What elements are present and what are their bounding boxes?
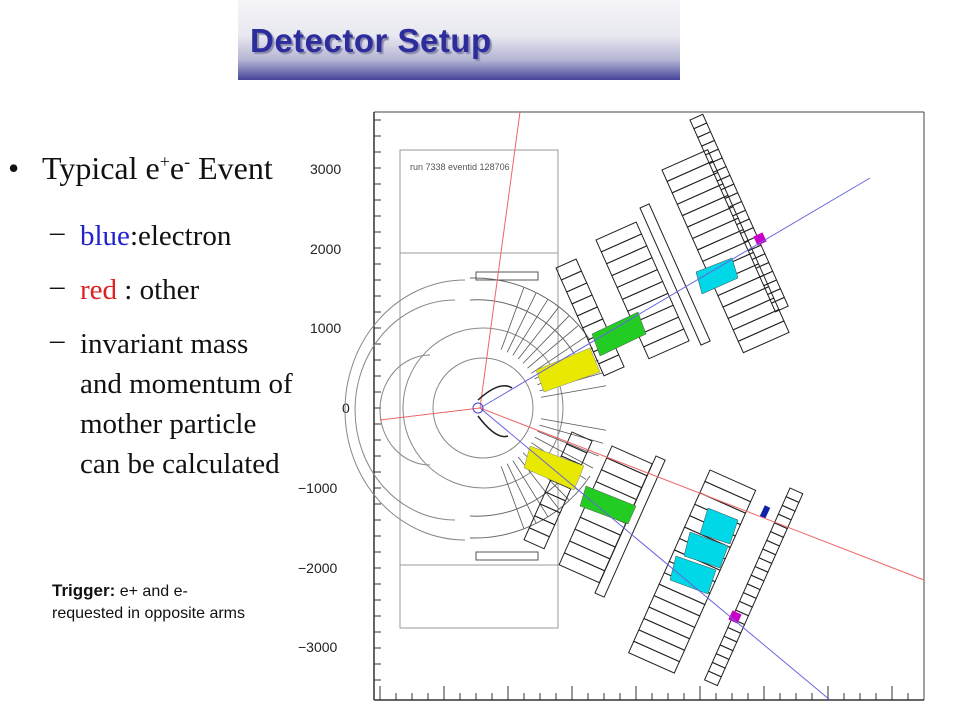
stack-cell <box>524 528 549 549</box>
stack-cell <box>599 355 624 376</box>
tec-bar-lower <box>595 456 665 597</box>
wedge-line <box>507 293 536 352</box>
stack-cell <box>649 596 700 628</box>
y-axis-ticks <box>374 120 381 680</box>
stack-cell <box>559 553 604 583</box>
y-tick-label: −2000 <box>298 560 338 576</box>
rich-hit-lower <box>580 486 636 524</box>
stack-cell <box>705 470 756 502</box>
y-tick-label: 2000 <box>310 241 342 257</box>
central-magnet-outline <box>400 150 558 628</box>
wedge-line <box>501 288 524 350</box>
y-tick-label: 3000 <box>310 161 342 177</box>
stack-cell <box>629 641 680 673</box>
stack-cell <box>644 329 689 359</box>
wedge-line <box>507 464 536 523</box>
stack-cell <box>705 671 722 685</box>
trigger-note: Trigger: e+ and e- requested in opposite arms <box>52 581 245 622</box>
stack-cell <box>644 607 695 639</box>
y-tick-label: −3000 <box>298 639 338 655</box>
stack-cell <box>738 321 789 353</box>
wedge-line <box>501 466 524 528</box>
plot-frame <box>374 112 924 700</box>
mass-line-3: mother particle <box>80 408 257 440</box>
tracks <box>380 112 924 700</box>
y-tick-label: 1000 <box>310 320 342 336</box>
blue-word: blue <box>80 220 130 252</box>
magnet-rings <box>345 280 563 540</box>
dc-hit-upper <box>536 348 600 392</box>
rich-hit-upper <box>592 312 646 356</box>
stack-cell <box>733 310 784 342</box>
drift-chamber-arcs <box>470 278 590 538</box>
stack-cell <box>634 630 685 662</box>
stack-cell <box>700 481 751 513</box>
electron-track-upper <box>480 178 870 408</box>
mass-line-4: can be calculated <box>80 448 280 480</box>
stack-cell <box>639 618 690 650</box>
mass-line-1: invariant mass <box>80 328 249 360</box>
y-tick-label: 0 <box>342 400 350 416</box>
bottom-strip <box>476 552 538 560</box>
other-track-3 <box>380 408 480 420</box>
y-tick-label: −1000 <box>298 480 338 496</box>
bullet-text: Typical e+e- Event <box>42 150 273 186</box>
detector-stacks <box>524 114 803 685</box>
bullet-dot: • <box>8 150 20 186</box>
stack-cell <box>595 456 665 597</box>
emcal-hit-upper <box>696 258 738 294</box>
x-axis-ticks <box>380 686 908 700</box>
red-word: red <box>80 274 118 306</box>
event-id-label: run 7338 eventid 128706 <box>410 162 510 172</box>
other-track-1 <box>480 112 520 408</box>
slide-title: Detector Setup <box>250 22 492 59</box>
electron-track-lower <box>480 408 830 700</box>
tof-hit-upper <box>753 232 766 245</box>
mass-line-2: and momentum of <box>80 368 293 400</box>
